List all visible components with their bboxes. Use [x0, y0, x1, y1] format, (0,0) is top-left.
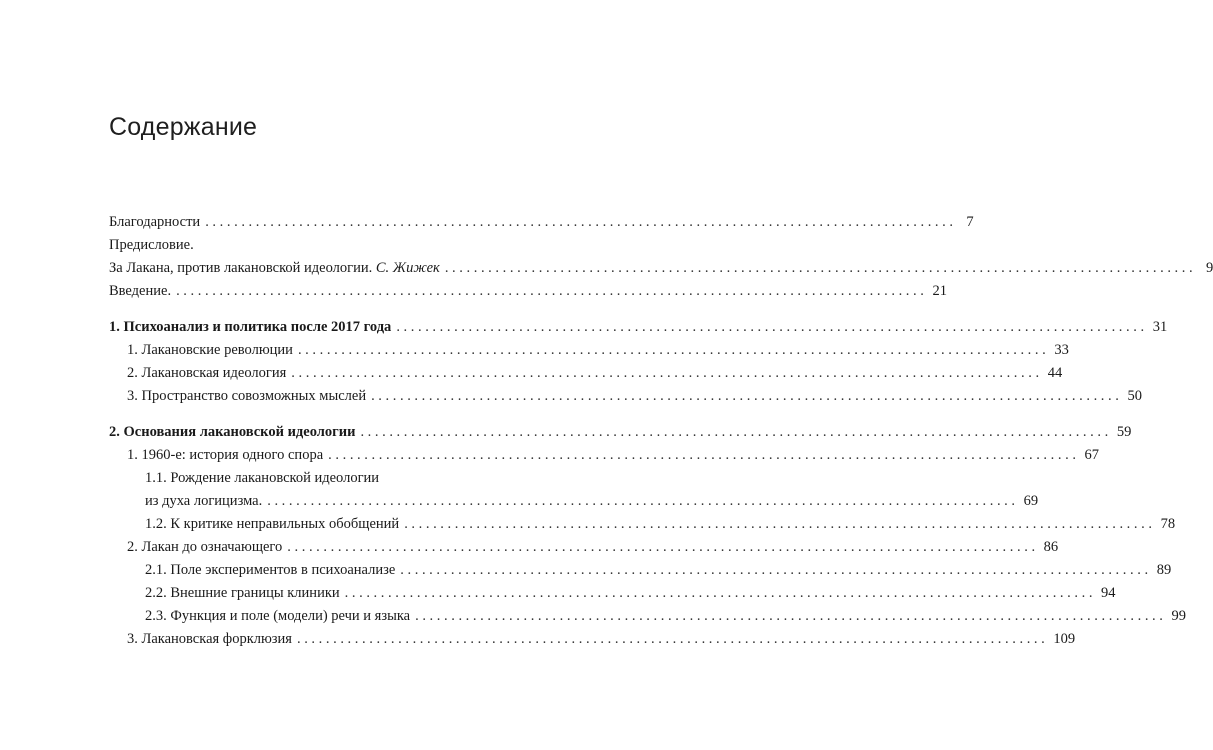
dot-leader: ........................................................................................................	[328, 447, 1080, 463]
toc-entry-title: За Лакана, против лакановской идеологии.	[109, 260, 373, 276]
dot-leader: ........................................................................................................	[267, 493, 1019, 509]
toc-entry-label: 1.2. К критике неправильных обобщений	[145, 516, 400, 532]
toc-page-number: 31	[1152, 319, 1168, 335]
dot-leader: ........................................................................................................	[176, 283, 928, 299]
toc-page-number: 9	[1205, 260, 1213, 276]
toc-entry-preface-line1[interactable]	[109, 234, 482, 256]
toc-page-number: 33	[1054, 342, 1069, 358]
toc-entry-label: 3. Пространство совозможных мыслей	[127, 388, 367, 404]
toc-page-number: 67	[1084, 447, 1100, 463]
toc-entry-label: из духа логицизма.	[145, 493, 263, 509]
dot-leader: ........................................................................................................	[415, 608, 1167, 624]
toc-section-2-3[interactable]	[127, 628, 1076, 650]
toc-page-number: 69	[1023, 493, 1039, 509]
toc-entry-author: С. Жижек	[375, 260, 440, 276]
toc-entry-label: 3. Лакановская форклюзия	[127, 631, 292, 647]
toc-entry-label	[109, 257, 440, 279]
dot-leader: ........................................................................................................	[360, 424, 1112, 440]
toc-subsection-2-1-2[interactable]	[145, 513, 1176, 535]
dot-leader: ........................................................................................................	[444, 260, 1197, 276]
toc-page-number: 59	[1116, 424, 1132, 440]
toc-entry-introduction[interactable]	[109, 280, 947, 302]
toc-entry-label: Благодарности	[109, 214, 201, 230]
dot-leader: ........................................................................................................	[205, 214, 957, 230]
toc-entry-label: 1. Лакановские революции	[127, 342, 293, 358]
toc-page-number: 7	[966, 214, 974, 230]
toc-page-number: 99	[1171, 608, 1186, 624]
toc-section-2-1[interactable]	[127, 444, 1100, 466]
toc-page-number: 50	[1127, 388, 1142, 404]
toc-section-2-2[interactable]	[127, 536, 1059, 558]
dot-leader: ........................................................................................................	[371, 388, 1123, 404]
toc-page-number: 94	[1101, 585, 1116, 601]
toc-chapter-1[interactable]	[109, 316, 1168, 338]
dot-leader: ........................................................................................................	[400, 562, 1152, 578]
toc-entry-label: 2.2. Внешние границы клиники	[145, 585, 340, 601]
toc-entry-label: 1. 1960-е: история одного спора	[127, 447, 324, 463]
toc-section-1-2[interactable]	[127, 362, 1063, 384]
toc-page-number: 109	[1053, 631, 1076, 647]
toc-subsection-2-2-1[interactable]	[145, 559, 1172, 581]
toc-section-1-1[interactable]	[127, 339, 1069, 361]
toc-page-number: 86	[1043, 539, 1059, 555]
dot-leader: ........................................................................................................	[404, 516, 1156, 532]
toc-page-number: 21	[932, 283, 947, 299]
toc-entry-preface-line2[interactable]	[109, 257, 1213, 279]
toc-entry-label: Введение.	[109, 283, 172, 299]
toc-entry-label: Предисловие.	[109, 237, 194, 253]
toc-subsection-2-1-1-line1[interactable]	[145, 467, 482, 489]
toc-entry-label: 2. Лакановская идеология	[127, 365, 287, 381]
toc-chapter-2[interactable]	[109, 421, 1132, 443]
toc-subsection-2-1-1-line2[interactable]	[145, 490, 1039, 512]
dot-leader: ........................................................................................................	[287, 539, 1039, 555]
toc-section-1-3[interactable]	[127, 385, 1142, 407]
dot-leader: ........................................................................................................	[297, 342, 1050, 358]
dot-leader: ........................................................................................................	[291, 365, 1043, 381]
toc-entry-label: 2. Основания лакановской идеологии	[109, 424, 356, 440]
dot-leader: ........................................................................................................	[396, 319, 1148, 335]
page-title: Содержание	[109, 113, 258, 141]
toc-entry-label: 2.1. Поле экспериментов в психоанализе	[145, 562, 396, 578]
toc-subsection-2-2-2[interactable]	[145, 582, 1116, 604]
toc-page-number: 89	[1156, 562, 1172, 578]
toc-entry-acknowledgements[interactable]	[109, 211, 974, 233]
toc-entry-label: 2.3. Функция и поле (модели) речи и языка	[145, 608, 411, 624]
toc-entry-label: 1. Психоанализ и политика после 2017 года	[109, 319, 392, 335]
dot-leader: ........................................................................................................	[344, 585, 1097, 601]
toc-page-number: 44	[1047, 365, 1063, 381]
dot-leader: ........................................................................................................	[296, 631, 1049, 647]
toc-entry-label: 1.1. Рождение лакановской идеологии	[145, 470, 380, 486]
toc-entry-label: 2. Лакан до означающего	[127, 539, 283, 555]
toc-subsection-2-2-3[interactable]	[145, 605, 1186, 627]
toc-page-number: 78	[1160, 516, 1176, 532]
